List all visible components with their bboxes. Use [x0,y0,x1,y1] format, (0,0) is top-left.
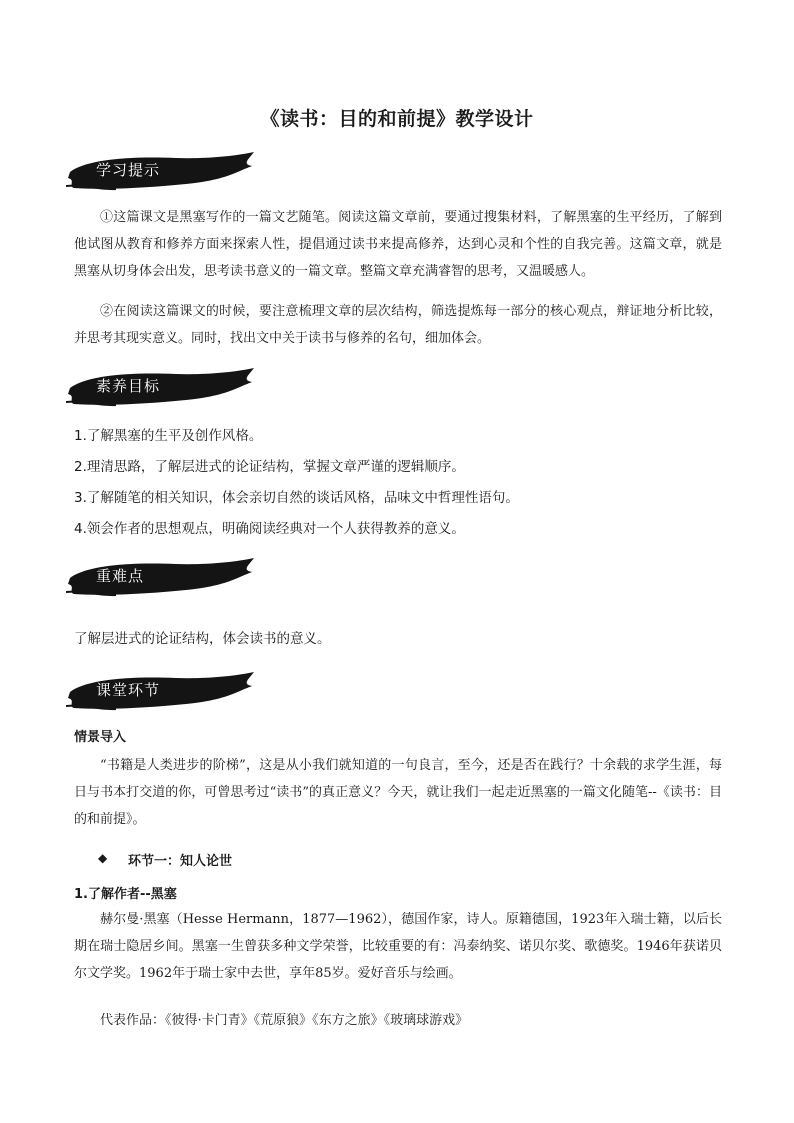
brush-stroke-icon [66,670,256,712]
intro-paragraph: “书籍是人类进步的阶梯”，这是从小我们就知道的一句良言，至今，还是否在践行？十余载的求学生涯，每日与书本打交道的你，可曾思考过“读书”的真正意义？今天，就让我们一起走近黑塞的一篇文化随笔--《读书：目的和前提》。 [74,758,722,827]
section-heading: 素养目标 [96,377,161,395]
section-banner-tips [66,150,256,192]
tips-paragraph-2: ②在阅读这篇课文的时候，要注意梳理文章的层次结构，筛选提炼每一部分的核心观点，辩证地分析比较，并思考其现实意义。同时，找出文中关于读书与修养的名句，细加体会。 [74,304,722,346]
author-paragraph: 赫尔曼·黑塞（Hesse Hermann，1877—1962），德国作家，诗人。原籍德国，1923年入瑞士籍，以后长期在瑞士隐居乡间。黑塞一生曾获多种文学荣誉，比较重要的有：冯泰纳奖、诺贝尔奖、歌德奖。1946年获诺贝尔文学奖。1962年于瑞士家中去世，享年85岁。爱好音乐与绘画。 [74,912,722,981]
goal-item: 2.理清思路，了解层进式的论证结构，掌握文章严谨的逻辑顺序。 [74,459,465,475]
brush-stroke-icon [66,366,256,408]
section-heading: 学习提示 [96,161,161,179]
section-banner-key [66,556,256,598]
goal-item: 1.了解黑塞的生平及创作风格。 [74,428,263,444]
section-banner-goals [66,366,256,408]
goal-item: 4.领会作者的思想观点，明确阅读经典对一个人获得教养的意义。 [74,521,465,537]
brush-stroke-icon [66,556,256,598]
section-heading: 课堂环节 [96,681,161,699]
diamond-bullet-icon: ◆ [98,851,108,865]
section-heading: 重难点 [96,567,145,585]
intro-label: 情景导入 [74,730,127,745]
key-text: 了解层进式的论证结构，体会读书的意义。 [74,631,331,647]
goal-item: 3.了解随笔的相关知识，体会亲切自然的谈话风格，品味文中哲理性语句。 [74,490,519,506]
works-paragraph: 代表作品：《彼得·卡门青》《荒原狼》《东方之旅》《玻璃球游戏》 [100,1013,469,1028]
section-banner-class [66,670,256,712]
brush-stroke-icon [66,150,256,192]
author-label: 1.了解作者--黑塞 [74,887,177,902]
tips-paragraph-1: ①这篇课文是黑塞写作的一篇文艺随笔。阅读这篇文章前，要通过搜集材料，了解黑塞的生平经历，了解到他试图从教育和修养方面来探索人性，提倡通过读书来提高修养，达到心灵和个性的自我完善。这篇文章，就是黑塞从切身体会出发，思考读书意义的一篇文章。整篇文章充满睿智的思考，又温暖感人。 [74,210,722,279]
page-title: 《读书：目的和前提》教学设计 [260,108,534,130]
link-heading: 环节一：知人论世 [128,854,233,869]
